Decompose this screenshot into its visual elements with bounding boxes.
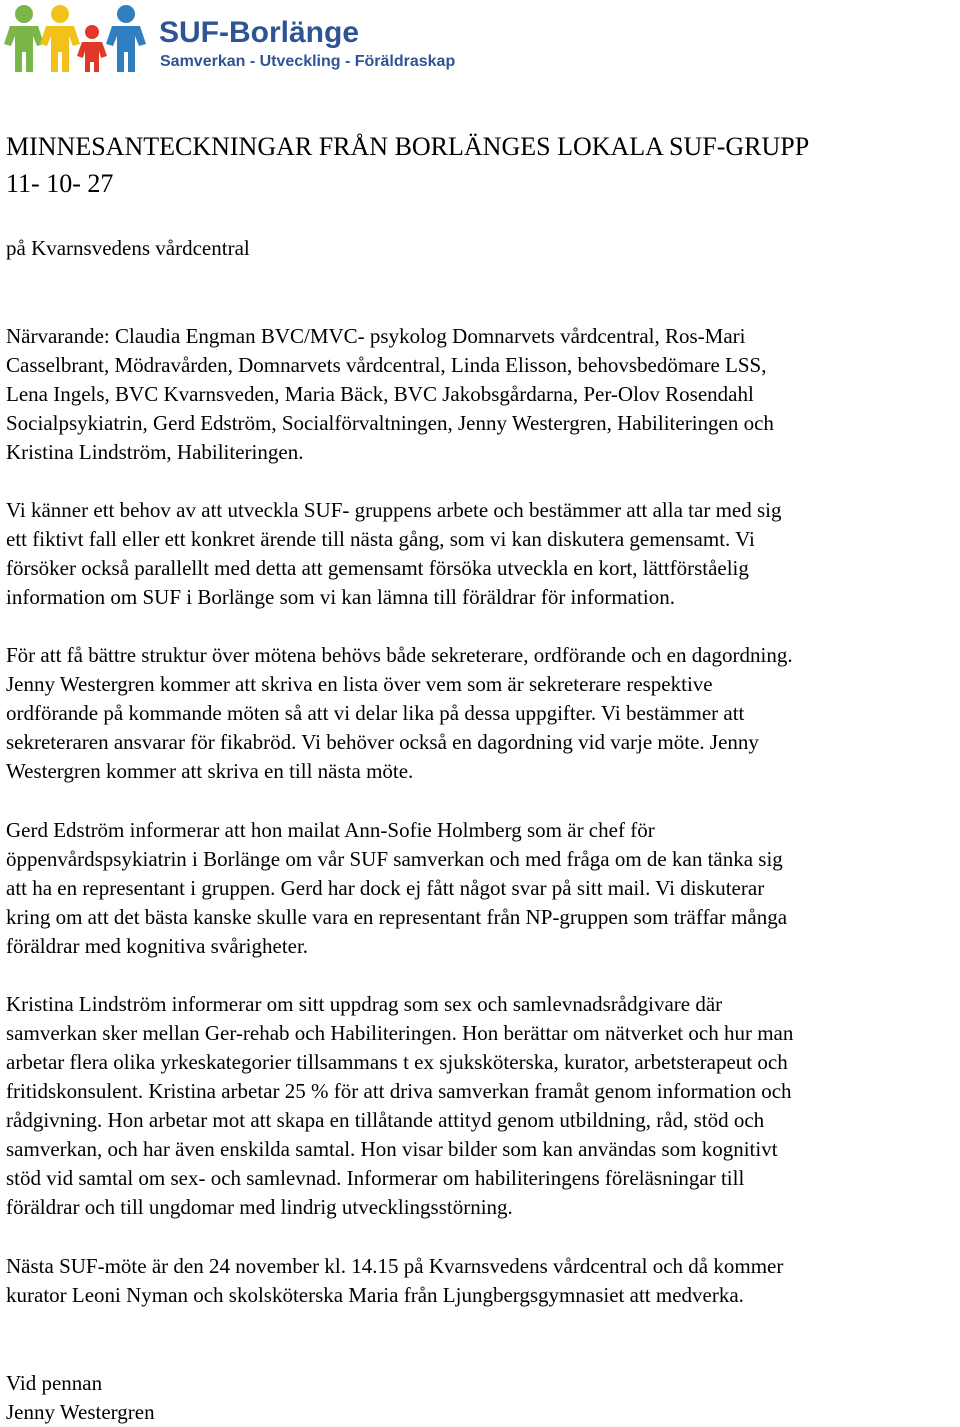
text-line: information om SUF i Borlänge som vi kan lämna till föräldrar för information. — [6, 585, 675, 609]
paragraph-gerd-edstrom — [6, 816, 960, 961]
text-line: För att få bättre struktur över mötena behövs både sekreterare, ordförande och en dagordning. — [6, 643, 793, 667]
paragraph-meeting-structure — [6, 641, 960, 786]
family-figures-icon — [4, 2, 154, 74]
signature-name: Jenny Westergren — [6, 1400, 155, 1424]
signature-block — [6, 1369, 960, 1427]
paragraph-next-meeting — [6, 1252, 960, 1310]
text-line: Kristina Lindström, Habiliteringen. — [6, 440, 304, 464]
text-line: samverkan sker mellan Ger-rehab och Habiliteringen. Hon berättar om nätverket och hur man — [6, 1021, 794, 1045]
text-line: Westergren kommer att skriva en till nästa möte. — [6, 759, 414, 783]
text-line: Vi känner ett behov av att utveckla SUF- gruppens arbete och bestämmer att alla tar med sig — [6, 498, 782, 522]
text-line: ett fiktivt fall eller ett konkret ärende till nästa gång, som vi kan diskutera gemensamt. Vi — [6, 527, 755, 551]
text-line: kurator Leoni Nyman och skolsköterska Maria från Ljungbergsgymnasiet att medverka. — [6, 1283, 744, 1307]
signature-label: Vid pennan — [6, 1371, 103, 1395]
text-line: Nästa SUF-möte är den 24 november kl. 14.15 på Kvarnsvedens vårdcentral och då kommer — [6, 1254, 784, 1278]
text-line: att ha en representant i gruppen. Gerd har dock ej fått något svar på sitt mail. Vi diskuterar — [6, 876, 765, 900]
text-line: rådgivning. Hon arbetar mot att skapa en tillåtande attityd genom utbildning, råd, stöd och — [6, 1108, 765, 1132]
logo-tagline: Samverkan - Utveckling - Föräldraskap — [160, 53, 456, 70]
text-line: Gerd Edström informerar att hon mailat Ann-Sofie Holmberg som är chef för — [6, 818, 655, 842]
meeting-location — [6, 234, 960, 263]
document-date: 11- 10- 27 — [6, 169, 114, 198]
text-line: öppenvårdspsykiatrin i Borlänge om vår SUF samverkan och med fråga om de kan tänka sig — [6, 847, 783, 871]
text-line: arbetar flera olika yrkeskategorier tillsammans t ex sjuksköterska, kurator, arbetsterapeut och — [6, 1050, 788, 1074]
suf-borlange-logo — [4, 2, 474, 74]
paragraph-suf-development — [6, 496, 960, 612]
text-line: Kristina Lindström informerar om sitt uppdrag som sex och samlevnadsrådgivare där — [6, 992, 723, 1016]
logo-name: SUF-Borlänge — [159, 16, 360, 49]
document-title: MINNESANTECKNINGAR FRÅN BORLÄNGES LOKALA SUF-GRUPP — [6, 132, 810, 161]
paragraph-kristina-lindstrom — [6, 990, 960, 1222]
text-line: fritidskonsulent. Kristina arbetar 25 % för att driva samverkan framåt genom information och — [6, 1079, 792, 1103]
text-line: Lena Ingels, BVC Kvarnsveden, Maria Bäck, BVC Jakobsgårdarna, Per-Olov Rosendahl — [6, 382, 754, 406]
text-line: sekreteraren ansvarar för fikabröd. Vi behöver också en dagordning vid varje möte. Jenny — [6, 730, 759, 754]
text-line: ordförande på kommande möten så att vi delar lika på dessa uppgifter. Vi bestämmer att — [6, 701, 745, 725]
text-line: på Kvarnsvedens vårdcentral — [6, 236, 250, 260]
text-line: Casselbrant, Mödravården, Domnarvets vårdcentral, Linda Elisson, behovsbedömare LSS, — [6, 353, 767, 377]
attendees-paragraph — [6, 322, 960, 467]
text-line: stöd vid samtal om sex- och samlevnad. Informerar om habiliteringens föreläsningar till — [6, 1166, 745, 1190]
text-line: samverkan, och har även enskilda samtal. Hon visar bilder som kan användas som kognitivt — [6, 1137, 778, 1161]
text-line: försöker också parallellt med detta att gemensamt försöka utveckla en kort, lättförståelig — [6, 556, 749, 580]
text-line: Socialpsykiatrin, Gerd Edström, Socialförvaltningen, Jenny Westergren, Habiliteringen och — [6, 411, 774, 435]
text-line: Jenny Westergren kommer att skriva en lista över vem som är sekreterare respektive — [6, 672, 713, 696]
text-line: kring om att det bästa kanske skulle vara en representant från NP-gruppen som träffar många — [6, 905, 788, 929]
text-line: föräldrar med kognitiva svårigheter. — [6, 934, 309, 958]
text-line: föräldrar och till ungdomar med lindrig utvecklingsstörning. — [6, 1195, 513, 1219]
text-line: Närvarande: Claudia Engman BVC/MVC- psykolog Domnarvets vårdcentral, Ros-Mari — [6, 324, 746, 348]
